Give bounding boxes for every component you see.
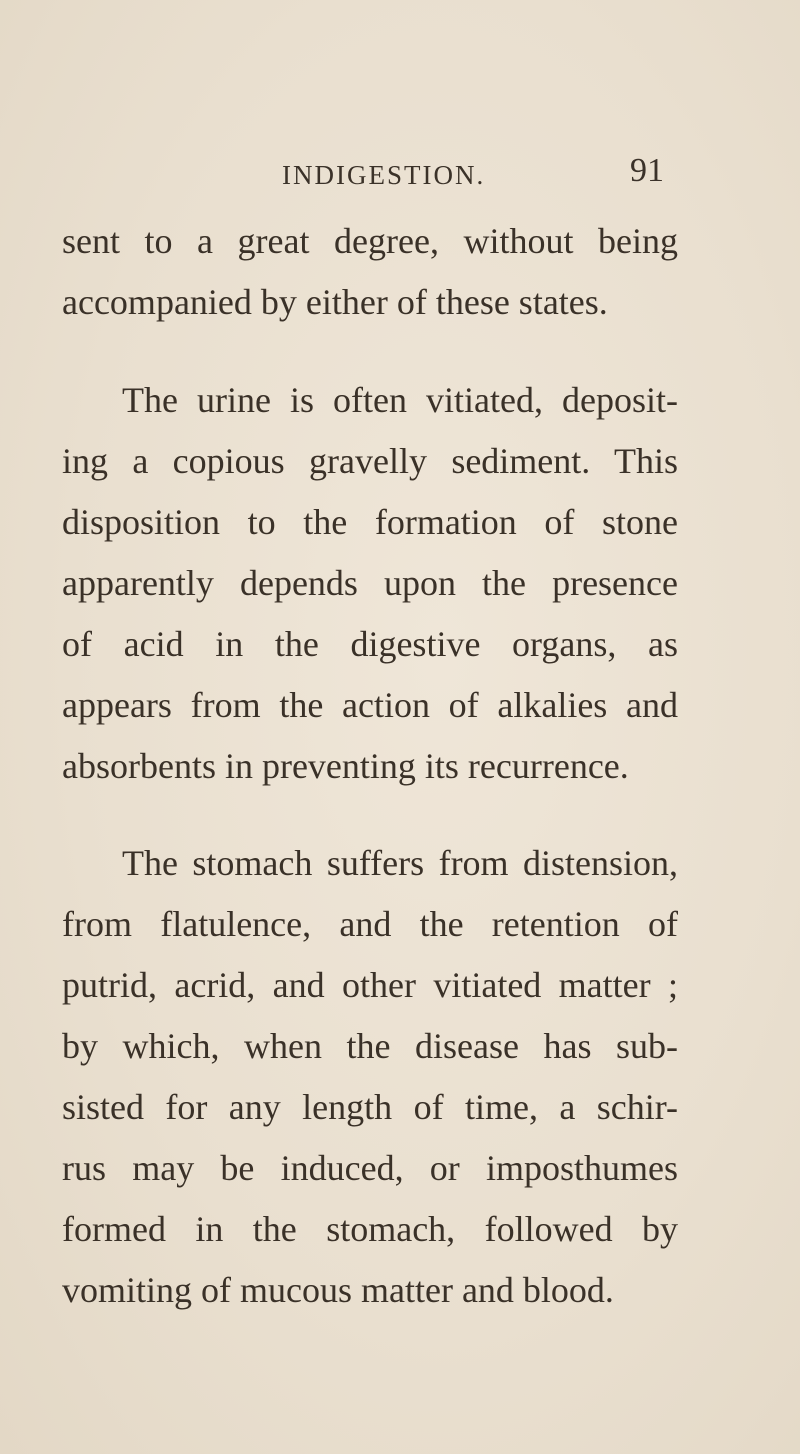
paragraph-3 [62,833,678,1321]
text-line: sent to a great degree, without being [62,221,678,261]
text-line: appears from the action of alkalies and [62,685,678,725]
text-line: ing a copious gravelly sediment. This [62,441,678,481]
text-line: putrid, acrid, and other vitiated matter ; [62,965,678,1005]
text-line: sisted for any length of time, a schir- [62,1087,678,1127]
text-line: from flatulence, and the retention of [62,904,678,944]
text-line: by which, when the disease has sub- [62,1026,678,1066]
text-line: accompanied by either of these states. [62,282,608,322]
text-line: vomiting of mucous matter and blood. [62,1270,614,1310]
text-line: formed in the stomach, followed by [62,1209,678,1249]
text-line: apparently depends upon the presence [62,563,678,603]
running-head: INDIGESTION. [282,160,486,190]
text-line: The stomach suffers from distension, [122,843,678,883]
text-line: absorbents in preventing its recurrence. [62,746,629,786]
text-line: of acid in the digestive organs, as [62,624,678,664]
page-header [0,148,800,198]
paragraph-1 [62,211,678,333]
text-line: rus may be induced, or imposthumes [62,1148,678,1188]
text-line: disposition to the formation of stone [62,502,678,542]
paragraph-2 [62,370,678,797]
text-line: The urine is often vitiated, deposit- [122,380,678,420]
page-number: 91 [630,152,664,189]
